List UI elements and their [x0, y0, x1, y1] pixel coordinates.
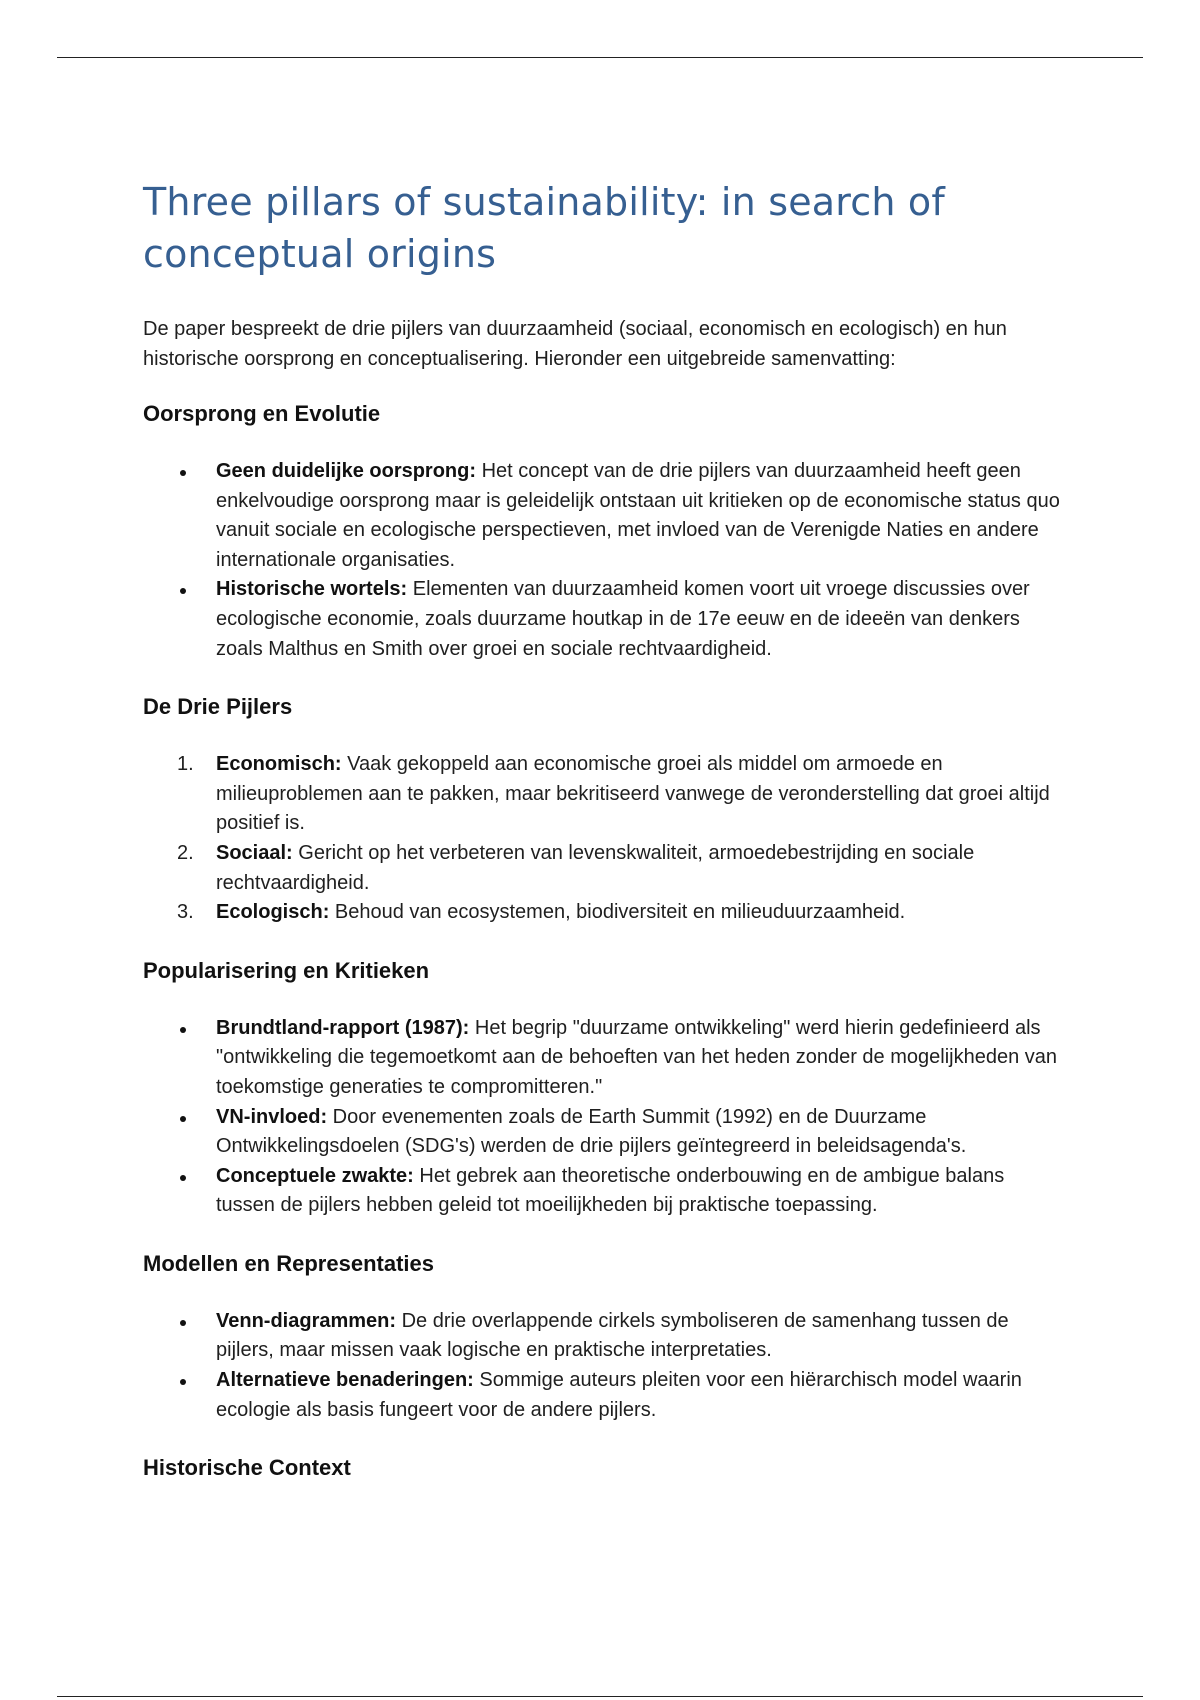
list-item — [143, 1307, 1068, 1366]
section-heading-drie-pijlers: De Drie Pijlers — [143, 694, 293, 720]
item-text: Vaak gekoppeld aan economische groei als middel om armoede en milieuproblemen aan te pakken, maar bekritiseerd vanwege de veronderstelling dat groei altijd positief is. — [216, 753, 1050, 835]
document-title: Three pillars of sustainability: in search of conceptual origins — [143, 180, 945, 276]
bullet-list-modellen — [143, 1307, 1068, 1425]
item-number: 3. — [177, 901, 194, 924]
item-text: Sommige auteurs pleiten voor een hiërarchisch model waarin ecologie als basis fungeert voor de andere pijlers. — [216, 1369, 1022, 1421]
bullet-icon — [180, 1116, 186, 1122]
header-rule — [57, 57, 1143, 58]
bullet-icon — [180, 1320, 186, 1326]
item-label: Historische wortels: — [216, 578, 408, 601]
section-heading-modellen: Modellen en Representaties — [143, 1250, 434, 1276]
item-text: Elementen van duurzaamheid komen voort uit vroege discussies over ecologische economie, zoals duurzame houtkap in de 17e eeuw en de ideeën van denkers zoals Malthus en Smith over groei en sociale rechtvaardigheid. — [216, 578, 1030, 660]
item-text: Behoud van ecosystemen, biodiversiteit en milieuduurzaamheid. — [329, 901, 906, 924]
item-label: Conceptuele zwakte: — [216, 1164, 414, 1187]
numbered-list-pijlers — [143, 750, 1068, 928]
list-item — [143, 1366, 1068, 1425]
bullet-list-oorsprong — [143, 457, 1068, 664]
item-label: Alternatieve benaderingen: — [216, 1369, 474, 1392]
item-text: Door evenementen zoals de Earth Summit (1992) en de Duurzame Ontwikkelingsdoelen (SDG's) werden de drie pijlers geïntegreerd in beleidsagenda's. — [216, 1105, 967, 1158]
item-label: Geen duidelijke oorsprong: — [216, 460, 477, 482]
list-item — [143, 575, 1068, 664]
section-heading-popularisering: Popularisering en Kritieken — [143, 957, 430, 983]
item-text: Het concept van de drie pijlers van duurzaamheid heeft geen enkelvoudige oorsprong maar is geleidelijk ontstaan uit kritieken op de economische status quo vanuit sociale en ecologische perspectieven, met invloed van de Verenigde Naties en andere internationale organisaties. — [216, 460, 1060, 571]
item-text: Gericht op het verbeteren van levenskwaliteit, armoedebestrijding en sociale rechtvaardigheid. — [216, 841, 975, 894]
item-number: 2. — [177, 841, 194, 864]
list-item — [143, 839, 1068, 898]
bullet-list-popularisering — [143, 1014, 1068, 1221]
list-item — [143, 457, 1068, 575]
item-label: Brundtland-rapport (1987): — [216, 1016, 470, 1039]
list-item — [143, 1103, 1068, 1162]
bullet-icon — [180, 1027, 186, 1033]
bullet-icon — [180, 1379, 186, 1385]
item-number: 1. — [177, 753, 194, 776]
item-text: De drie overlappende cirkels symboliseren de samenhang tussen de pijlers, maar missen vaak logische en praktische interpretaties. — [216, 1309, 1009, 1362]
footer-rule — [57, 1696, 1143, 1697]
list-item — [143, 750, 1068, 839]
intro-paragraph: De paper bespreekt de drie pijlers van duurzaamheid (sociaal, economisch en ecologisch) en hun historische oorsprong en conceptualisering. Hieronder een uitgebreide samenvatting: — [143, 318, 1007, 370]
item-label: Ecologisch: — [216, 901, 330, 924]
item-text: Het begrip "duurzame ontwikkeling" werd hierin gedefinieerd als "ontwikkeling die tegemoetkomt aan de behoeften van het heden zonder de mogelijkheden van toekomstige generaties te compromitteren." — [216, 1016, 1058, 1098]
document-body — [143, 176, 1068, 1511]
item-label: Economisch: — [216, 753, 342, 776]
item-label: Venn-diagrammen: — [216, 1309, 397, 1332]
section-heading-oorsprong: Oorsprong en Evolutie — [143, 401, 381, 426]
list-item — [143, 1162, 1068, 1221]
bullet-icon — [180, 1175, 186, 1181]
item-text: Het gebrek aan theoretische onderbouwing en de ambigue balans tussen de pijlers hebben geleid tot moeilijkheden bij praktische toepassing. — [216, 1164, 1005, 1217]
bullet-icon — [180, 470, 186, 476]
list-item — [143, 1014, 1068, 1103]
item-label: VN-invloed: — [216, 1105, 328, 1128]
list-item — [143, 898, 1068, 928]
bullet-icon — [180, 588, 186, 594]
section-heading-historische-context: Historische Context — [143, 1455, 351, 1481]
item-label: Sociaal: — [216, 841, 293, 864]
